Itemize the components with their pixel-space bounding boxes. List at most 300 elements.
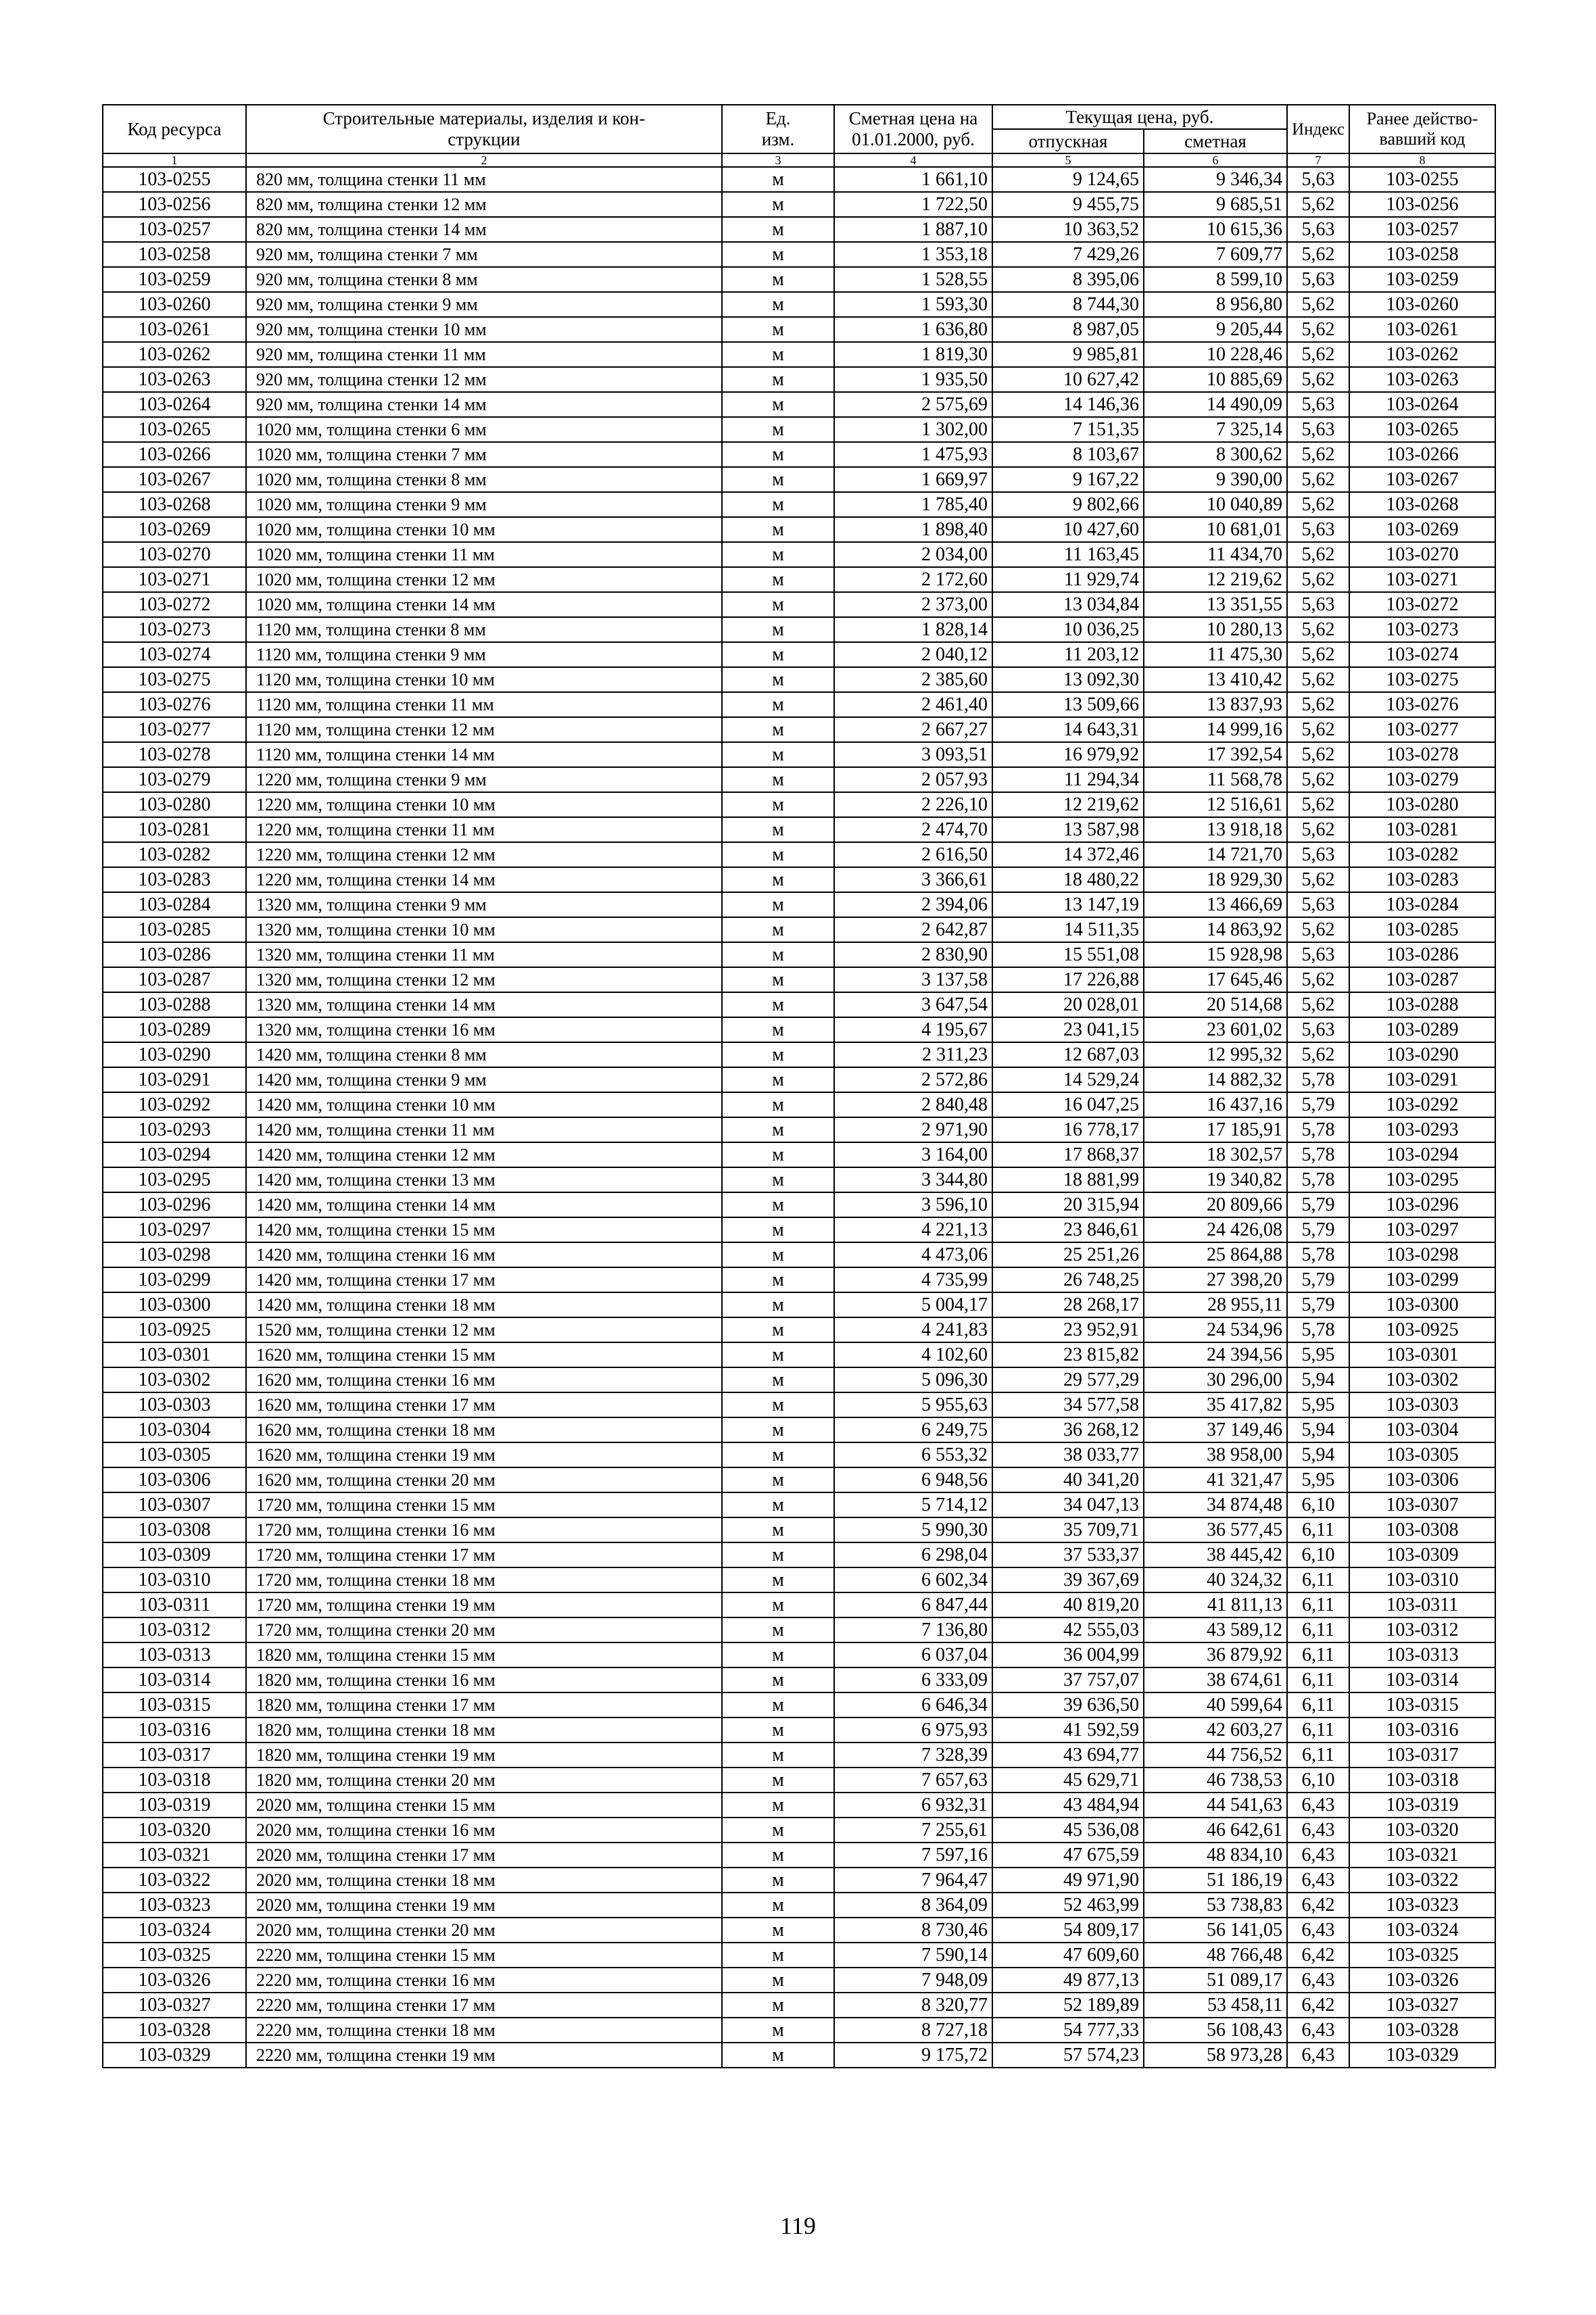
release-price-cell: 20 315,94 [992, 1192, 1144, 1217]
material-name-cell: 1420 мм, толщина стенки 9 мм [246, 1067, 722, 1092]
table-row [103, 1692, 1495, 1717]
release-price-cell: 57 574,23 [992, 2043, 1144, 2068]
base-price-cell: 3 164,00 [834, 1142, 992, 1167]
index-value-cell: 5,63 [1287, 267, 1349, 292]
base-price-cell: 6 602,34 [834, 1567, 992, 1592]
release-price-cell: 20 028,01 [992, 992, 1144, 1017]
estimate-price-cell: 40 599,64 [1144, 1692, 1287, 1717]
estimate-price-cell: 9 205,44 [1144, 317, 1287, 342]
previous-code-cell: 103-0262 [1349, 342, 1495, 367]
column-number: 3 [722, 153, 834, 167]
release-price-cell: 10 363,52 [992, 217, 1144, 242]
base-price-cell: 2 461,40 [834, 692, 992, 717]
estimate-price-cell: 11 568,78 [1144, 767, 1287, 792]
estimate-price-cell: 38 958,00 [1144, 1442, 1287, 1467]
previous-code-cell: 103-0283 [1349, 867, 1495, 892]
unit-cell: м [722, 667, 834, 692]
unit-cell: м [722, 917, 834, 942]
table-row [103, 1993, 1495, 2018]
release-price-cell: 35 709,71 [992, 1517, 1144, 1542]
base-price-cell: 6 037,04 [834, 1642, 992, 1667]
table-row [103, 1793, 1495, 1818]
table-row [103, 1392, 1495, 1417]
release-price-cell: 54 809,17 [992, 1918, 1144, 1943]
table-row [103, 1743, 1495, 1768]
base-price-cell: 1 722,50 [834, 192, 992, 217]
table-row [103, 1868, 1495, 1893]
index-value-cell: 5,63 [1287, 392, 1349, 417]
base-price-cell: 3 366,61 [834, 867, 992, 892]
base-price-cell: 2 840,48 [834, 1092, 992, 1117]
index-value-cell: 5,79 [1287, 1192, 1349, 1217]
material-name-cell: 1320 мм, толщина стенки 12 мм [246, 967, 722, 992]
index-value-cell: 5,62 [1287, 467, 1349, 492]
unit-cell: м [722, 1793, 834, 1818]
unit-cell: м [722, 2018, 834, 2043]
estimate-price-cell: 58 973,28 [1144, 2043, 1287, 2068]
index-value-cell: 6,11 [1287, 1717, 1349, 1743]
index-value-cell: 5,63 [1287, 217, 1349, 242]
material-name-cell: 2220 мм, толщина стенки 19 мм [246, 2043, 722, 2068]
unit-cell: м [722, 1843, 834, 1868]
unit-cell: м [722, 967, 834, 992]
index-value-cell: 5,62 [1287, 967, 1349, 992]
material-name-cell: 2020 мм, толщина стенки 20 мм [246, 1918, 722, 1943]
resource-code-cell: 103-0258 [103, 242, 246, 267]
material-name-cell: 2220 мм, толщина стенки 17 мм [246, 1993, 722, 2018]
material-name-cell: 2220 мм, толщина стенки 16 мм [246, 1968, 722, 1993]
material-name-cell: 920 мм, толщина стенки 9 мм [246, 292, 722, 317]
release-price-cell: 26 748,25 [992, 1267, 1144, 1292]
resource-code-cell: 103-0260 [103, 292, 246, 317]
resource-code-cell: 103-0293 [103, 1117, 246, 1142]
price-table [102, 104, 1496, 2068]
resource-code-cell: 103-0325 [103, 1943, 246, 1968]
unit-cell: м [722, 192, 834, 217]
table-row [103, 2043, 1495, 2068]
estimate-price-cell: 18 929,30 [1144, 867, 1287, 892]
resource-code-cell: 103-0281 [103, 817, 246, 842]
unit-cell: м [722, 1067, 834, 1092]
unit-cell: м [722, 1042, 834, 1067]
release-price-cell: 37 533,37 [992, 1542, 1144, 1567]
unit-cell: м [722, 342, 834, 367]
estimate-price-cell: 20 809,66 [1144, 1192, 1287, 1217]
resource-code-cell: 103-0297 [103, 1217, 246, 1242]
release-price-cell: 16 979,92 [992, 742, 1144, 767]
unit-cell: м [722, 442, 834, 467]
previous-code-cell: 103-0267 [1349, 467, 1495, 492]
unit-cell: м [722, 367, 834, 392]
index-value-cell: 5,63 [1287, 167, 1349, 192]
table-row [103, 767, 1495, 792]
previous-code-cell: 103-0295 [1349, 1167, 1495, 1192]
base-price-cell: 6 553,32 [834, 1442, 992, 1467]
resource-code-cell: 103-0283 [103, 867, 246, 892]
previous-code-cell: 103-0256 [1349, 192, 1495, 217]
unit-cell: м [722, 742, 834, 767]
resource-code-cell: 103-0294 [103, 1142, 246, 1167]
base-price-cell: 7 597,16 [834, 1843, 992, 1868]
header-index: Индекс [1287, 105, 1349, 153]
table-row [103, 817, 1495, 842]
table-row [103, 1092, 1495, 1117]
previous-code-cell: 103-0255 [1349, 167, 1495, 192]
release-price-cell: 17 226,88 [992, 967, 1144, 992]
table-row [103, 1267, 1495, 1292]
index-value-cell: 5,62 [1287, 767, 1349, 792]
column-number: 7 [1287, 153, 1349, 167]
resource-code-cell: 103-0312 [103, 1617, 246, 1642]
table-body [103, 167, 1495, 2068]
material-name-cell: 1820 мм, толщина стенки 18 мм [246, 1717, 722, 1743]
base-price-cell: 2 575,69 [834, 392, 992, 417]
unit-cell: м [722, 1142, 834, 1167]
release-price-cell: 12 687,03 [992, 1042, 1144, 1067]
index-value-cell: 5,78 [1287, 1117, 1349, 1142]
resource-code-cell: 103-0262 [103, 342, 246, 367]
index-value-cell: 5,95 [1287, 1392, 1349, 1417]
header-estimate-price: сметная [1144, 129, 1287, 153]
release-price-cell: 10 427,60 [992, 517, 1144, 542]
unit-cell: м [722, 1242, 834, 1267]
unit-cell: м [722, 1392, 834, 1417]
unit-cell: м [722, 942, 834, 967]
previous-code-cell: 103-0316 [1349, 1717, 1495, 1743]
column-number: 5 [992, 153, 1144, 167]
previous-code-cell: 103-0311 [1349, 1592, 1495, 1617]
previous-code-cell: 103-0258 [1349, 242, 1495, 267]
base-price-cell: 4 195,67 [834, 1017, 992, 1042]
estimate-price-cell: 36 577,45 [1144, 1517, 1287, 1542]
release-price-cell: 9 124,65 [992, 167, 1144, 192]
resource-code-cell: 103-0278 [103, 742, 246, 767]
material-name-cell: 1620 мм, толщина стенки 16 мм [246, 1367, 722, 1392]
base-price-cell: 1 785,40 [834, 492, 992, 517]
unit-cell: м [722, 292, 834, 317]
estimate-price-cell: 46 738,53 [1144, 1768, 1287, 1793]
index-value-cell: 6,11 [1287, 1617, 1349, 1642]
index-value-cell: 6,10 [1287, 1768, 1349, 1793]
estimate-price-cell: 36 879,92 [1144, 1642, 1287, 1667]
release-price-cell: 7 151,35 [992, 417, 1144, 442]
material-name-cell: 920 мм, толщина стенки 12 мм [246, 367, 722, 392]
estimate-price-cell: 38 445,42 [1144, 1542, 1287, 1567]
unit-cell: м [722, 1292, 834, 1317]
resource-code-cell: 103-0255 [103, 167, 246, 192]
previous-code-cell: 103-0260 [1349, 292, 1495, 317]
index-value-cell: 5,62 [1287, 917, 1349, 942]
release-price-cell: 49 877,13 [992, 1968, 1144, 1993]
base-price-cell: 6 847,44 [834, 1592, 992, 1617]
resource-code-cell: 103-0290 [103, 1042, 246, 1067]
previous-code-cell: 103-0306 [1349, 1467, 1495, 1492]
unit-cell: м [722, 767, 834, 792]
estimate-price-cell: 40 324,32 [1144, 1567, 1287, 1592]
resource-code-cell: 103-0327 [103, 1993, 246, 2018]
resource-code-cell: 103-0321 [103, 1843, 246, 1868]
table-row [103, 1517, 1495, 1542]
material-name-cell: 820 мм, толщина стенки 11 мм [246, 167, 722, 192]
release-price-cell: 13 587,98 [992, 817, 1144, 842]
index-value-cell: 6,43 [1287, 1868, 1349, 1893]
table-row [103, 1442, 1495, 1467]
table-row [103, 1667, 1495, 1692]
unit-cell: м [722, 1192, 834, 1217]
material-name-cell: 920 мм, толщина стенки 14 мм [246, 392, 722, 417]
estimate-price-cell: 25 864,88 [1144, 1242, 1287, 1267]
resource-code-cell: 103-0309 [103, 1542, 246, 1567]
index-value-cell: 5,63 [1287, 417, 1349, 442]
release-price-cell: 14 372,46 [992, 842, 1144, 867]
index-value-cell: 5,62 [1287, 667, 1349, 692]
estimate-price-cell: 18 302,57 [1144, 1142, 1287, 1167]
release-price-cell: 42 555,03 [992, 1617, 1144, 1642]
release-price-cell: 36 004,99 [992, 1642, 1144, 1667]
material-name-cell: 1620 мм, толщина стенки 15 мм [246, 1342, 722, 1367]
release-price-cell: 16 047,25 [992, 1092, 1144, 1117]
material-name-cell: 1420 мм, толщина стенки 16 мм [246, 1242, 722, 1267]
base-price-cell: 4 473,06 [834, 1242, 992, 1267]
estimate-price-cell: 7 325,14 [1144, 417, 1287, 442]
base-price-cell: 6 646,34 [834, 1692, 992, 1717]
table-row [103, 167, 1495, 192]
previous-code-cell: 103-0321 [1349, 1843, 1495, 1868]
base-price-cell: 2 572,86 [834, 1067, 992, 1092]
previous-code-cell: 103-0269 [1349, 517, 1495, 542]
resource-code-cell: 103-0326 [103, 1968, 246, 1993]
index-value-cell: 5,78 [1287, 1067, 1349, 1092]
resource-code-cell: 103-0277 [103, 717, 246, 742]
previous-code-cell: 103-0263 [1349, 367, 1495, 392]
index-value-cell: 5,63 [1287, 592, 1349, 617]
previous-code-cell: 103-0287 [1349, 967, 1495, 992]
release-price-cell: 41 592,59 [992, 1717, 1144, 1743]
previous-code-cell: 103-0291 [1349, 1067, 1495, 1092]
estimate-price-cell: 24 534,96 [1144, 1317, 1287, 1342]
header-code: Код ресурса [103, 105, 246, 153]
index-value-cell: 5,78 [1287, 1242, 1349, 1267]
material-name-cell: 1120 мм, толщина стенки 12 мм [246, 717, 722, 742]
material-name-cell: 1820 мм, толщина стенки 17 мм [246, 1692, 722, 1717]
index-value-cell: 5,63 [1287, 1017, 1349, 1042]
release-price-cell: 11 163,45 [992, 542, 1144, 567]
base-price-cell: 6 333,09 [834, 1667, 992, 1692]
resource-code-cell: 103-0279 [103, 767, 246, 792]
index-value-cell: 6,10 [1287, 1492, 1349, 1517]
material-name-cell: 1120 мм, толщина стенки 14 мм [246, 742, 722, 767]
unit-cell: м [722, 992, 834, 1017]
unit-cell: м [722, 1617, 834, 1642]
index-value-cell: 6,42 [1287, 1893, 1349, 1918]
previous-code-cell: 103-0310 [1349, 1567, 1495, 1592]
column-number: 6 [1144, 153, 1287, 167]
table-row [103, 1567, 1495, 1592]
estimate-price-cell: 12 516,61 [1144, 792, 1287, 817]
base-price-cell: 4 241,83 [834, 1317, 992, 1342]
estimate-price-cell: 30 296,00 [1144, 1367, 1287, 1392]
index-value-cell: 5,78 [1287, 1142, 1349, 1167]
table-row [103, 842, 1495, 867]
base-price-cell: 8 320,77 [834, 1993, 992, 2018]
previous-code-cell: 103-0281 [1349, 817, 1495, 842]
material-name-cell: 1720 мм, толщина стенки 17 мм [246, 1542, 722, 1567]
index-value-cell: 6,11 [1287, 1642, 1349, 1667]
resource-code-cell: 103-0322 [103, 1868, 246, 1893]
unit-cell: м [722, 842, 834, 867]
table-row [103, 1242, 1495, 1267]
index-value-cell: 6,11 [1287, 1667, 1349, 1692]
material-name-cell: 1420 мм, толщина стенки 13 мм [246, 1167, 722, 1192]
resource-code-cell: 103-0324 [103, 1918, 246, 1943]
index-value-cell: 6,43 [1287, 1918, 1349, 1943]
material-name-cell: 1720 мм, толщина стенки 18 мм [246, 1567, 722, 1592]
release-price-cell: 39 636,50 [992, 1692, 1144, 1717]
unit-cell: м [722, 1367, 834, 1392]
estimate-price-cell: 13 918,18 [1144, 817, 1287, 842]
unit-cell: м [722, 717, 834, 742]
base-price-cell: 7 964,47 [834, 1868, 992, 1893]
previous-code-cell: 103-0288 [1349, 992, 1495, 1017]
estimate-price-cell: 14 721,70 [1144, 842, 1287, 867]
base-price-cell: 1 898,40 [834, 517, 992, 542]
estimate-price-cell: 8 300,62 [1144, 442, 1287, 467]
resource-code-cell: 103-0269 [103, 517, 246, 542]
release-price-cell: 11 929,74 [992, 567, 1144, 592]
estimate-price-cell: 15 928,98 [1144, 942, 1287, 967]
table-row [103, 367, 1495, 392]
previous-code-cell: 103-0299 [1349, 1267, 1495, 1292]
column-number: 4 [834, 153, 992, 167]
unit-cell: м [722, 1868, 834, 1893]
previous-code-cell: 103-0305 [1349, 1442, 1495, 1467]
previous-code-cell: 103-0303 [1349, 1392, 1495, 1417]
release-price-cell: 54 777,33 [992, 2018, 1144, 2043]
index-value-cell: 6,10 [1287, 1542, 1349, 1567]
estimate-price-cell: 17 645,46 [1144, 967, 1287, 992]
base-price-cell: 2 040,12 [834, 642, 992, 667]
previous-code-cell: 103-0285 [1349, 917, 1495, 942]
table-row [103, 792, 1495, 817]
table-row [103, 1467, 1495, 1492]
release-price-cell: 47 675,59 [992, 1843, 1144, 1868]
resource-code-cell: 103-0328 [103, 2018, 246, 2043]
material-name-cell: 1320 мм, толщина стенки 14 мм [246, 992, 722, 1017]
index-value-cell: 6,43 [1287, 1843, 1349, 1868]
unit-cell: м [722, 467, 834, 492]
base-price-cell: 3 344,80 [834, 1167, 992, 1192]
base-price-cell: 1 828,14 [834, 617, 992, 642]
base-price-cell: 7 948,09 [834, 1968, 992, 1993]
index-value-cell: 6,43 [1287, 2043, 1349, 2068]
estimate-price-cell: 13 351,55 [1144, 592, 1287, 617]
table-row [103, 1918, 1495, 1943]
index-value-cell: 6,11 [1287, 1743, 1349, 1768]
base-price-cell: 2 172,60 [834, 567, 992, 592]
material-name-cell: 820 мм, толщина стенки 12 мм [246, 192, 722, 217]
material-name-cell: 1020 мм, толщина стенки 6 мм [246, 417, 722, 442]
base-price-cell: 7 255,61 [834, 1818, 992, 1843]
estimate-price-cell: 44 541,63 [1144, 1793, 1287, 1818]
index-value-cell: 5,95 [1287, 1467, 1349, 1492]
previous-code-cell: 103-0280 [1349, 792, 1495, 817]
resource-code-cell: 103-0298 [103, 1242, 246, 1267]
estimate-price-cell: 48 834,10 [1144, 1843, 1287, 1868]
resource-code-cell: 103-0282 [103, 842, 246, 867]
table-row [103, 317, 1495, 342]
release-price-cell: 28 268,17 [992, 1292, 1144, 1317]
previous-code-cell: 103-0259 [1349, 267, 1495, 292]
material-name-cell: 1020 мм, толщина стенки 12 мм [246, 567, 722, 592]
index-value-cell: 5,79 [1287, 1292, 1349, 1317]
price-table-sheet [102, 104, 1495, 2068]
unit-cell: м [722, 1467, 834, 1492]
previous-code-cell: 103-0293 [1349, 1117, 1495, 1142]
material-name-cell: 1420 мм, толщина стенки 17 мм [246, 1267, 722, 1292]
table-row [103, 1943, 1495, 1968]
index-value-cell: 6,42 [1287, 1993, 1349, 2018]
estimate-price-cell: 37 149,46 [1144, 1417, 1287, 1442]
unit-cell: м [722, 1117, 834, 1142]
release-price-cell: 52 463,99 [992, 1893, 1144, 1918]
unit-cell: м [722, 267, 834, 292]
header-previous-code: Ранее действо- вавший код [1349, 105, 1495, 153]
index-value-cell: 5,62 [1287, 617, 1349, 642]
table-row [103, 492, 1495, 517]
release-price-cell: 8 395,06 [992, 267, 1144, 292]
resource-code-cell: 103-0305 [103, 1442, 246, 1467]
index-value-cell: 5,62 [1287, 742, 1349, 767]
table-row [103, 392, 1495, 417]
resource-code-cell: 103-0311 [103, 1592, 246, 1617]
table-row [103, 742, 1495, 767]
material-name-cell: 1220 мм, толщина стенки 12 мм [246, 842, 722, 867]
column-number: 1 [103, 153, 246, 167]
base-price-cell: 5 714,12 [834, 1492, 992, 1517]
resource-code-cell: 103-0323 [103, 1893, 246, 1918]
table-row [103, 592, 1495, 617]
index-value-cell: 5,62 [1287, 342, 1349, 367]
table-row [103, 442, 1495, 467]
previous-code-cell: 103-0307 [1349, 1492, 1495, 1517]
unit-cell: м [722, 517, 834, 542]
resource-code-cell: 103-0276 [103, 692, 246, 717]
release-price-cell: 45 629,71 [992, 1768, 1144, 1793]
index-value-cell: 5,94 [1287, 1417, 1349, 1442]
table-row [103, 1042, 1495, 1067]
release-price-cell: 10 627,42 [992, 367, 1144, 392]
index-value-cell: 5,62 [1287, 192, 1349, 217]
release-price-cell: 23 952,91 [992, 1317, 1144, 1342]
header-current-price: Текущая цена, руб. [992, 105, 1287, 129]
unit-cell: м [722, 167, 834, 192]
table-row [103, 717, 1495, 742]
index-value-cell: 6,42 [1287, 1943, 1349, 1968]
unit-cell: м [722, 817, 834, 842]
release-price-cell: 49 971,90 [992, 1868, 1144, 1893]
estimate-price-cell: 51 186,19 [1144, 1868, 1287, 1893]
material-name-cell: 1020 мм, толщина стенки 7 мм [246, 442, 722, 467]
estimate-price-cell: 48 766,48 [1144, 1943, 1287, 1968]
index-value-cell: 5,62 [1287, 867, 1349, 892]
base-price-cell: 1 935,50 [834, 367, 992, 392]
previous-code-cell: 103-0320 [1349, 1818, 1495, 1843]
previous-code-cell: 103-0297 [1349, 1217, 1495, 1242]
material-name-cell: 1420 мм, толщина стенки 10 мм [246, 1092, 722, 1117]
table-row [103, 642, 1495, 667]
base-price-cell: 1 669,97 [834, 467, 992, 492]
release-price-cell: 14 529,24 [992, 1067, 1144, 1092]
